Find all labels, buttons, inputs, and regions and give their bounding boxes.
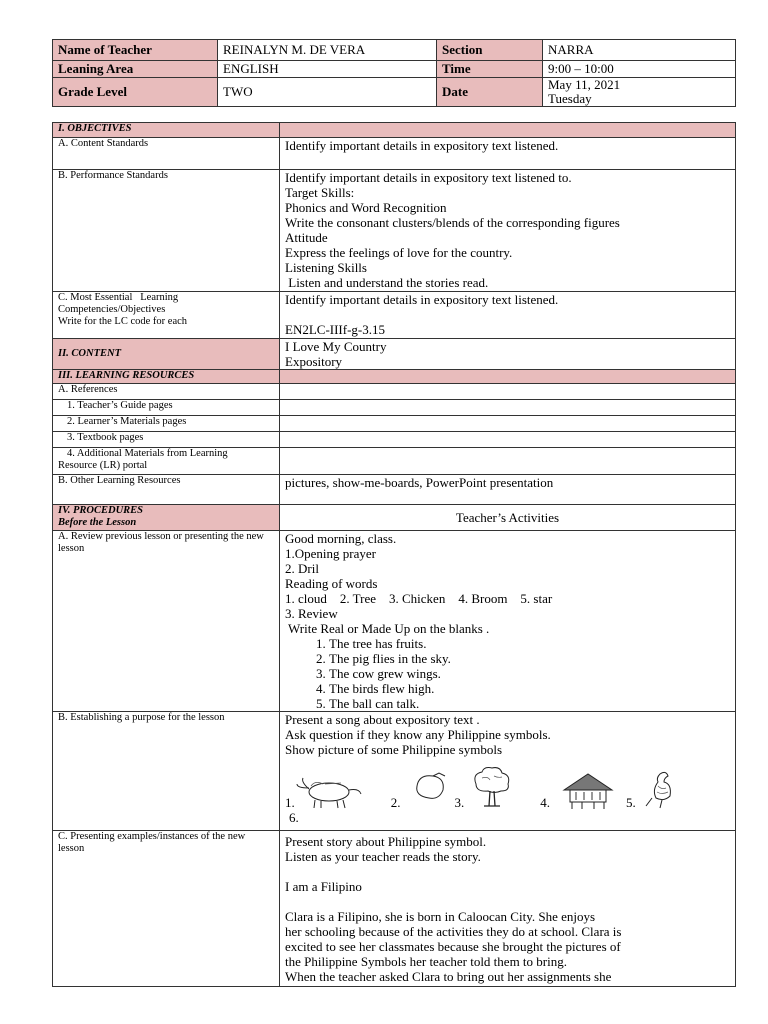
learning-resources-heading: III. LEARNING RESOURCES (53, 370, 280, 384)
teacher-label: Name of Teacher (53, 40, 218, 61)
date-label: Date (437, 78, 543, 107)
content-standards-label: A. Content Standards (53, 138, 280, 170)
narra-tree-icon (468, 764, 514, 810)
story-title: I am a Filipino (285, 879, 362, 894)
before-lesson-label: Before the Lesson (58, 517, 137, 528)
review-lesson-value: Good morning, class. 1.Opening prayer 2. Dril Reading of words 1. cloud 2. Tree 3. Chicken 4. Broom 5. star 3. Review Write Real or Made Up on the blanks . 1. The tree has fruits. 2. The pig flies in the sky. 3. The cow grew wings. 4. The birds flew high. 5. The ball can talk. (280, 531, 736, 712)
time-value: 9:00 – 10:00 (543, 61, 736, 78)
date-line-1: May 11, 2021 (548, 77, 621, 92)
textbook-pages-label: 3. Textbook pages (53, 432, 280, 448)
teachers-guide-label: 1. Teacher’s Guide pages (53, 400, 280, 416)
references-label: A. References (53, 384, 280, 400)
teacher-value: REINALYN M. DE VERA (218, 40, 437, 61)
procedures-heading: IV. PROCEDURES Before the Lesson (53, 505, 280, 531)
list-item: 4. The birds flew high. (329, 681, 730, 696)
eagle-icon (642, 768, 682, 810)
review-lesson-label: A. Review previous lesson or presenting the new lesson (53, 531, 280, 712)
purpose-value: Present a song about expository text . Ask question if they know any Philippine symbols. Show picture of some Philippine symbols 1. 2. 3. 4. 5. 6. (280, 712, 736, 831)
other-resources-label: B. Other Learning Resources (53, 475, 280, 505)
date-value (543, 78, 736, 107)
grade-value: TWO (218, 78, 437, 107)
objectives-heading: I. OBJECTIVES (53, 123, 280, 138)
other-resources-value: pictures, show-me-boards, PowerPoint presentation (280, 475, 736, 505)
melc-value: Identify important details in expository text listened. EN2LC-IIIf-g-3.15 (280, 292, 736, 339)
time-label: Time (437, 61, 543, 78)
learners-materials-label: 2. Learner’s Materials pages (53, 416, 280, 432)
presenting-examples-label: C. Presenting examples/instances of the new lesson (53, 831, 280, 987)
melc-code: EN2LC-IIIf-g-3.15 (285, 322, 385, 337)
section-label: Section (437, 40, 543, 61)
mango-icon (411, 770, 451, 810)
content-heading: II. CONTENT (53, 339, 280, 370)
area-value: ENGLISH (218, 61, 437, 78)
date-line-2: Tuesday (548, 91, 592, 106)
nipa-hut-icon (560, 770, 616, 810)
list-item: 2. The pig flies in the sky. (329, 651, 730, 666)
purpose-label: B. Establishing a purpose for the lesson (53, 712, 280, 831)
list-item: 3. The cow grew wings. (329, 666, 730, 681)
melc-label: C. Most Essential Learning Competencies/Objectives Write for the LC code for each (53, 292, 280, 339)
performance-standards-value: Identify important details in expository text listened to. Target Skills: Phonics and Word Recognition Write the consonant clusters/blends of the corresponding figures Attitude Express the feelings of love for the country. Listening Skills Listen and understand the stories read. (280, 170, 736, 292)
lesson-plan-table (52, 122, 736, 987)
list-item: 1. The tree has fruits. (329, 636, 730, 651)
lr-portal-label: 4. Additional Materials from Learning Resource (LR) portal (53, 448, 280, 475)
carabao-icon (295, 770, 365, 810)
teacher-activities-heading: Teacher’s Activities (280, 505, 736, 531)
real-or-made-up-list (285, 636, 730, 711)
grade-label: Grade Level (53, 78, 218, 107)
philippine-symbols-pictures: 1. 2. 3. 4. 5. (285, 760, 730, 810)
list-item: 5. The ball can talk. (329, 696, 730, 711)
content-standards-value: Identify important details in expository text listened. (280, 138, 736, 170)
area-label: Leaning Area (53, 61, 218, 78)
performance-standards-label: B. Performance Standards (53, 170, 280, 292)
section-value: NARRA (543, 40, 736, 61)
content-value: I Love My Country Expository (280, 339, 736, 370)
lesson-header-table (52, 39, 736, 107)
presenting-examples-value: Present story about Philippine symbol. Listen as your teacher reads the story. I am a Filipino Clara is a Filipino, she is born in Caloocan City. She enjoys her schooling because of the activities they do at school. Clara is excited to see her classmates because she brought the pictures of the Philippine Symbols her teacher told them to bring. When the teacher asked Clara to bring out her assignments she (280, 831, 736, 987)
